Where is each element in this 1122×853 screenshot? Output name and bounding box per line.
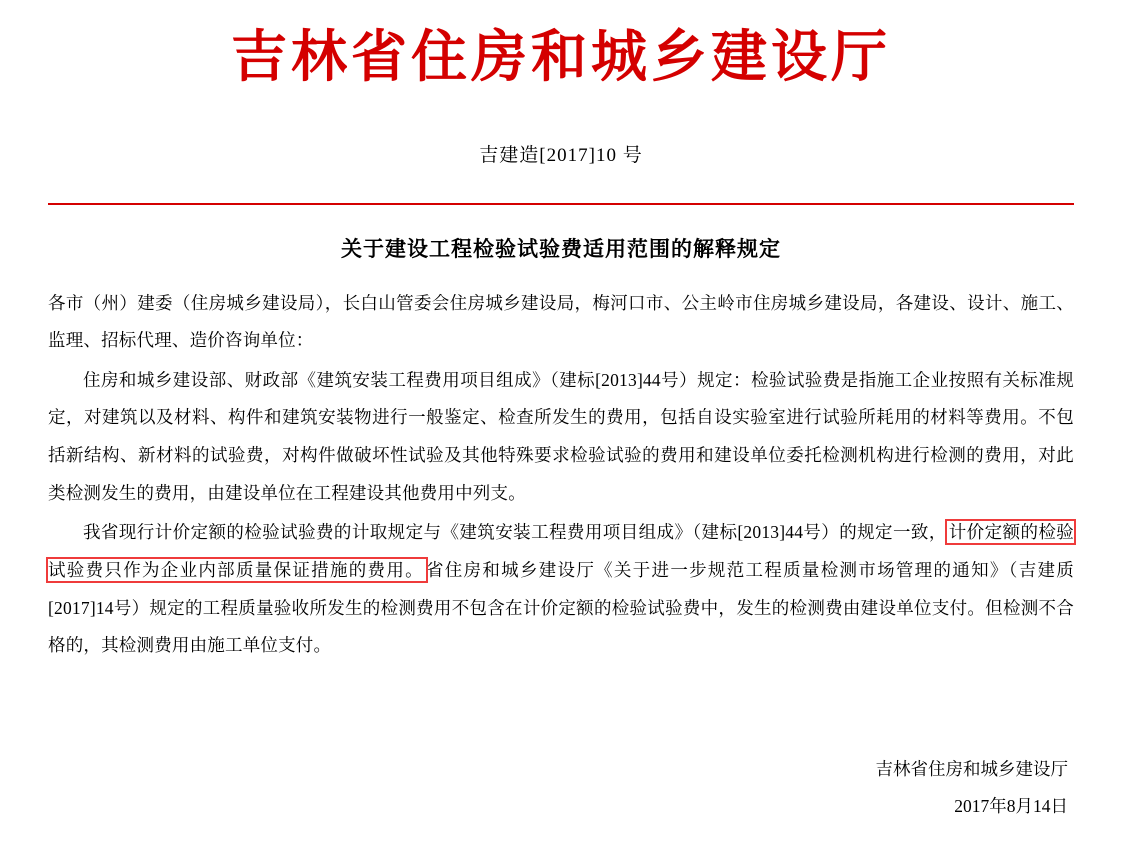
document-subject: 关于建设工程检验试验费适用范围的解释规定 [341,236,781,261]
highlighted-clause: 计价定额的检验试验费只作为企业内部质量保证措施的费用。 [48,522,1074,580]
red-divider [48,203,1074,205]
document-body [48,285,1074,665]
paragraph-2 [48,514,1074,665]
signature-date: 2017年8月14日 [954,795,1068,816]
document-page [0,28,1122,853]
document-number: 吉建造[2017]10 号 [479,144,643,166]
signature-block [48,751,1074,825]
paragraph-2-segment-3: 省住房和城乡建设厅《关于进一步规范工程质量检测市场管理的通知》（吉建质[2017]14号）规定的工程质量验收所发生的检测费用不包含在计价定额的检验试验费中，发生的检测费由建设单位支付。但检测不合格的，其检测费用由施工单位支付。 [48,559,1075,656]
recipients-paragraph: 各市（州）建委（住房城乡建设局），长白山管委会住房城乡建设局，梅河口市、公主岭市住房城乡建设局，各建设、设计、施工、监理、招标代理、造价咨询单位： [48,292,1074,351]
page-title: 吉林省住房和城乡建设厅 [231,27,891,89]
paragraph-2-segment-1: 我省现行计价定额的检验试验费的计取规定与《建筑安装工程费用项目组成》（建标[2013]44号）的规定一致， [83,522,947,543]
signature-organization: 吉林省住房和城乡建设厅 [875,758,1068,779]
paragraph-1: 住房和城乡建设部、财政部《建筑安装工程费用项目组成》（建标[2013]44号）规定：检验试验费是指施工企业按照有关标准规定，对建筑以及材料、构件和建筑安装物进行一般鉴定、检查所发生的费用，包括自设实验室进行试验所耗用的材料等费用。不包括新结构、新材料的试验费，对构件做破坏性试验及其他特殊要求检验试验的费用和建设单位委托检测机构进行检测的费用，对此类检测发生的费用，由建设单位在工程建设其他费用中列支。 [48,369,1074,503]
